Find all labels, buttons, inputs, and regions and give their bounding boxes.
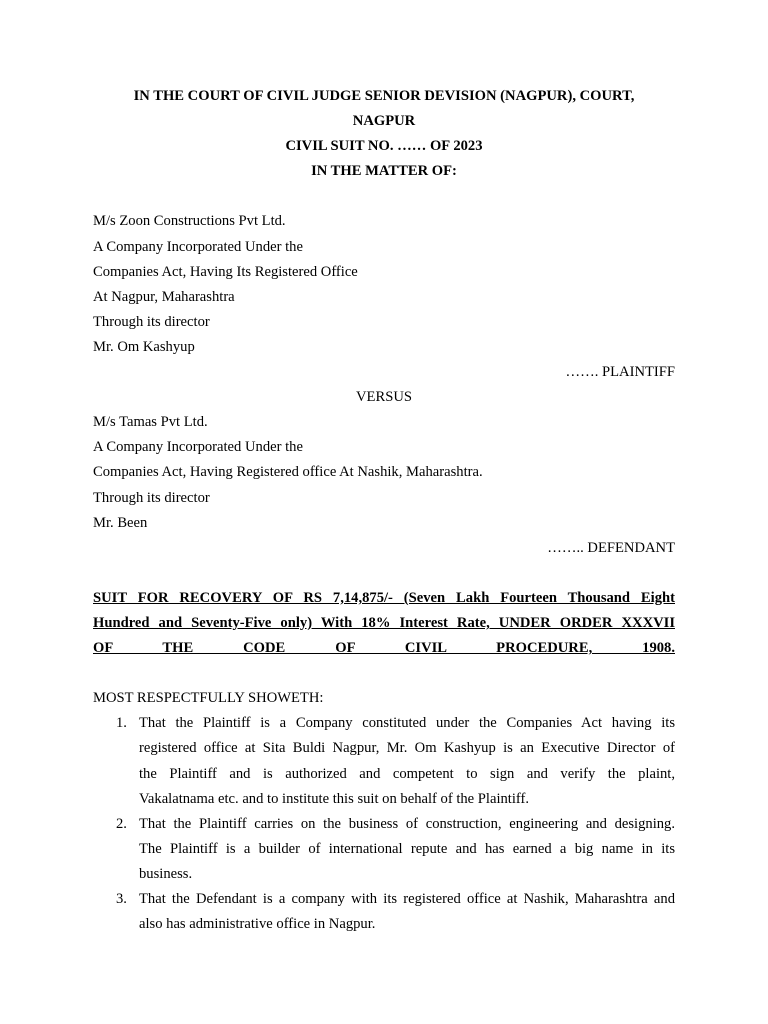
plaintiff-block — [93, 209, 675, 385]
spacer — [93, 184, 675, 209]
paragraph-1 — [93, 711, 675, 811]
plaintiff-name: M/s Zoon Constructions Pvt Ltd. — [93, 213, 286, 230]
showeth-heading: MOST RESPECTFULLY SHOWETH: — [93, 690, 324, 707]
paragraph-3 — [93, 887, 675, 937]
suit-subject-line: SUIT FOR RECOVERY OF RS 7,14,875/- (Seven Lakh Fourteen Thousand Eight — [93, 589, 675, 606]
versus-label: VERSUS — [356, 389, 412, 406]
document-page — [93, 84, 675, 937]
paragraph-line: business. — [139, 865, 193, 882]
paragraph-line: registered office at Sita Buldi Nagpur, Mr. Om Kashyup is an Executive Director of — [139, 740, 675, 757]
paragraph-line: The Plaintiff is a builder of international repute and has earned a big name in its — [139, 840, 675, 857]
plaintiff-line: Through its director — [93, 313, 210, 330]
plaintiff-role: ……. PLAINTIFF — [565, 364, 675, 381]
paragraph-line: Vakalatnama etc. and to institute this suit on behalf of the Plaintiff. — [139, 790, 530, 807]
paragraph-line: That the Defendant is a company with its registered office at Nashik, Maharashtra and — [139, 891, 675, 907]
suit-subject — [93, 586, 675, 661]
defendant-name: M/s Tamas Pvt Ltd. — [93, 414, 208, 431]
plaintiff-director: Mr. Om Kashyup — [93, 338, 195, 355]
paragraph-number: 1. — [116, 715, 127, 732]
plaintiff-line: A Company Incorporated Under the — [93, 238, 303, 255]
paragraph-number: 2. — [116, 815, 127, 832]
spacer — [93, 661, 675, 686]
plaintiff-line: Companies Act, Having Its Registered Office — [93, 263, 358, 280]
defendant-line: Companies Act, Having Registered office At Nashik, Maharashtra. — [93, 464, 483, 481]
suit-number: CIVIL SUIT NO. …… OF 2023 — [285, 138, 483, 155]
court-title-line-2: NAGPUR — [352, 113, 416, 130]
paragraph-2 — [93, 812, 675, 887]
paragraph-list — [93, 711, 675, 937]
paragraph-line: That the Plaintiff is a Company constituted under the Companies Act having its — [139, 715, 675, 732]
suit-subject-line: Hundred and Seventy-Five only) With 18% Interest Rate, UNDER ORDER XXXVII — [93, 614, 675, 631]
court-title-line-1: IN THE COURT OF CIVIL JUDGE SENIOR DEVISION (NAGPUR), COURT, — [133, 88, 635, 104]
defendant-line: A Company Incorporated Under the — [93, 439, 303, 456]
spacer — [93, 561, 675, 586]
plaintiff-line: At Nagpur, Maharashtra — [93, 288, 235, 305]
defendant-line: Through its director — [93, 489, 210, 506]
matter-heading: IN THE MATTER OF: — [311, 163, 457, 180]
paragraph-line: the Plaintiff and is authorized and competent to sign and verify the plaint, — [139, 765, 675, 782]
paragraph-line: That the Plaintiff carries on the business of construction, engineering and designing. — [139, 815, 675, 832]
defendant-role: …….. DEFENDANT — [547, 539, 675, 556]
paragraph-number: 3. — [116, 891, 127, 907]
paragraph-line: also has administrative office in Nagpur. — [139, 916, 376, 933]
suit-subject-line: OF THE CODE OF CIVIL PROCEDURE, 1908. — [93, 640, 675, 657]
defendant-director: Mr. Been — [93, 514, 148, 531]
defendant-block — [93, 410, 675, 561]
